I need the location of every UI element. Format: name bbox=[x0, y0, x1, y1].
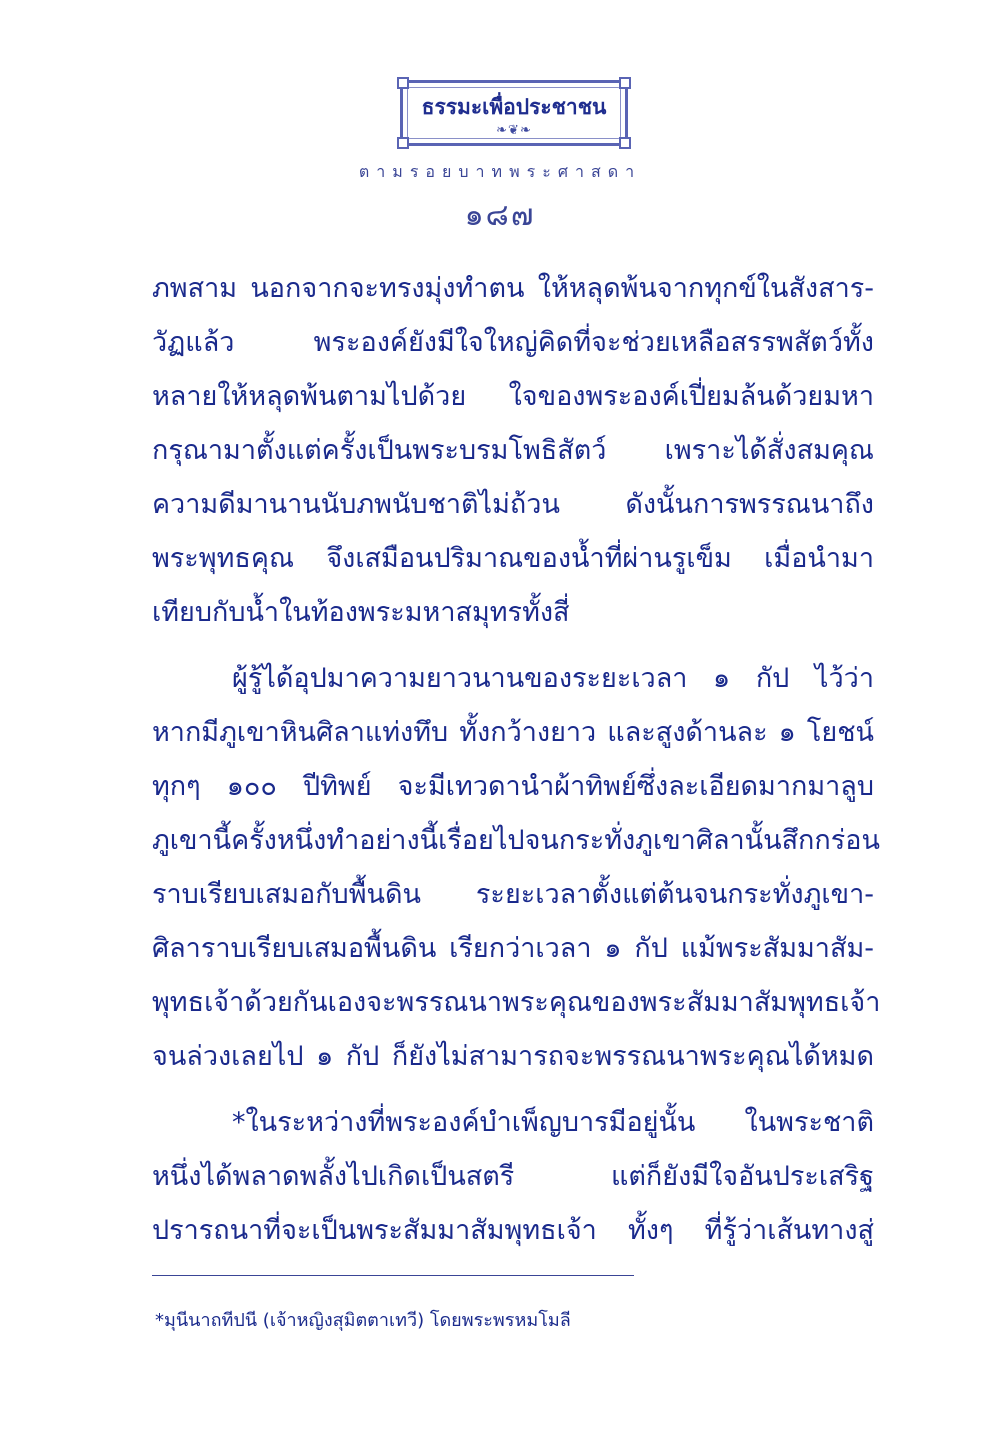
text-line: *ในระหว่างที่พระองค์บำเพ็ญบารมีอยู่นั้น ในพระชาติ bbox=[232, 1107, 874, 1138]
text-line: ปรารถนาที่จะเป็นพระสัมมาสัมพุทธเจ้า ทั้งๆ ที่รู้ว่าเส้นทางสู่ bbox=[152, 1215, 874, 1246]
text-line: หนึ่งได้พลาดพลั้งไปเกิดเป็นสตรี แต่ก็ยังมีใจอันประเสริฐ bbox=[152, 1161, 874, 1192]
text-line: หากมีภูเขาหินศิลาแท่งทึบ ทั้งกว้างยาว และสูงด้านละ ๑ โยชน์ bbox=[152, 717, 874, 748]
text-line: เทียบกับน้ำในท้องพระมหาสมุทรทั้งสี่ bbox=[152, 597, 570, 628]
text-line: ศิลาราบเรียบเสมอพื้นดิน เรียกว่าเวลา ๑ กัป แม้พระสัมมาสัม- bbox=[152, 933, 874, 964]
logo-text: ธรรมะเพื่อประชาชน bbox=[421, 95, 607, 119]
text-line: ผู้รู้ได้อุปมาความยาวนานของระยะเวลา ๑ กัป ไว้ว่า bbox=[232, 663, 874, 694]
logo-corner bbox=[619, 77, 631, 89]
body-text bbox=[152, 262, 881, 1258]
text-line: ราบเรียบเสมอกับพื้นดิน ระยะเวลาตั้งแต่ต้นจนกระทั่งภูเขา- bbox=[152, 879, 874, 910]
footnote: *มุนีนาถทีปนี (เจ้าหญิงสุมิตตาเทวี) โดยพระพรหมโมลี bbox=[155, 1310, 571, 1331]
book-subtitle: ตามรอยบาทพระศาสดา bbox=[358, 162, 642, 181]
text-line: ภูเขานี้ครั้งหนึ่งทำอย่างนี้เรื่อยไปจนกระทั่งภูเขาศิลานั้นสึกกร่อน bbox=[152, 825, 880, 856]
text-line: ภพสาม นอกจากจะทรงมุ่งทำตน ให้หลุดพ้นจากทุกข์ในสังสาร- bbox=[152, 273, 874, 304]
logo-corner bbox=[619, 137, 631, 149]
text-line: พระพุทธคุณ จึงเสมือนปริมาณของน้ำที่ผ่านรูเข็ม เมื่อนำมา bbox=[152, 543, 874, 574]
publisher-logo bbox=[400, 80, 628, 146]
text-line: ความดีมานานนับภพนับชาติไม่ถ้วน ดังนั้นการพรรณนาถึง bbox=[152, 489, 874, 520]
text-line: วัฏแล้ว พระองค์ยังมีใจใหญ่คิดที่จะช่วยเหลือสรรพสัตว์ทั้ง bbox=[152, 327, 874, 358]
footnote-divider bbox=[152, 1275, 634, 1276]
logo-corner bbox=[397, 137, 409, 149]
text-line: จนล่วงเลยไป ๑ กัป ก็ยังไม่สามารถจะพรรณนาพระคุณได้หมด bbox=[152, 1041, 874, 1072]
text-line: กรุณามาตั้งแต่ครั้งเป็นพระบรมโพธิสัตว์ เพราะได้สั่งสมคุณ bbox=[152, 435, 874, 466]
logo-ornament: ❧❦❧ bbox=[496, 123, 532, 138]
text-line: ทุกๆ ๑๐๐ ปีทิพย์ จะมีเทวดานำผ้าทิพย์ซึ่งละเอียดมากมาลูบ bbox=[152, 771, 874, 802]
logo-corner bbox=[397, 77, 409, 89]
text-line: หลายให้หลุดพ้นตามไปด้วย ใจของพระองค์เปี่ยมล้นด้วยมหา bbox=[152, 381, 874, 412]
page-number: ๑๘๗ bbox=[464, 198, 536, 233]
text-line: พุทธเจ้าด้วยกันเองจะพรรณนาพระคุณของพระสัมมาสัมพุทธเจ้า bbox=[152, 987, 881, 1018]
